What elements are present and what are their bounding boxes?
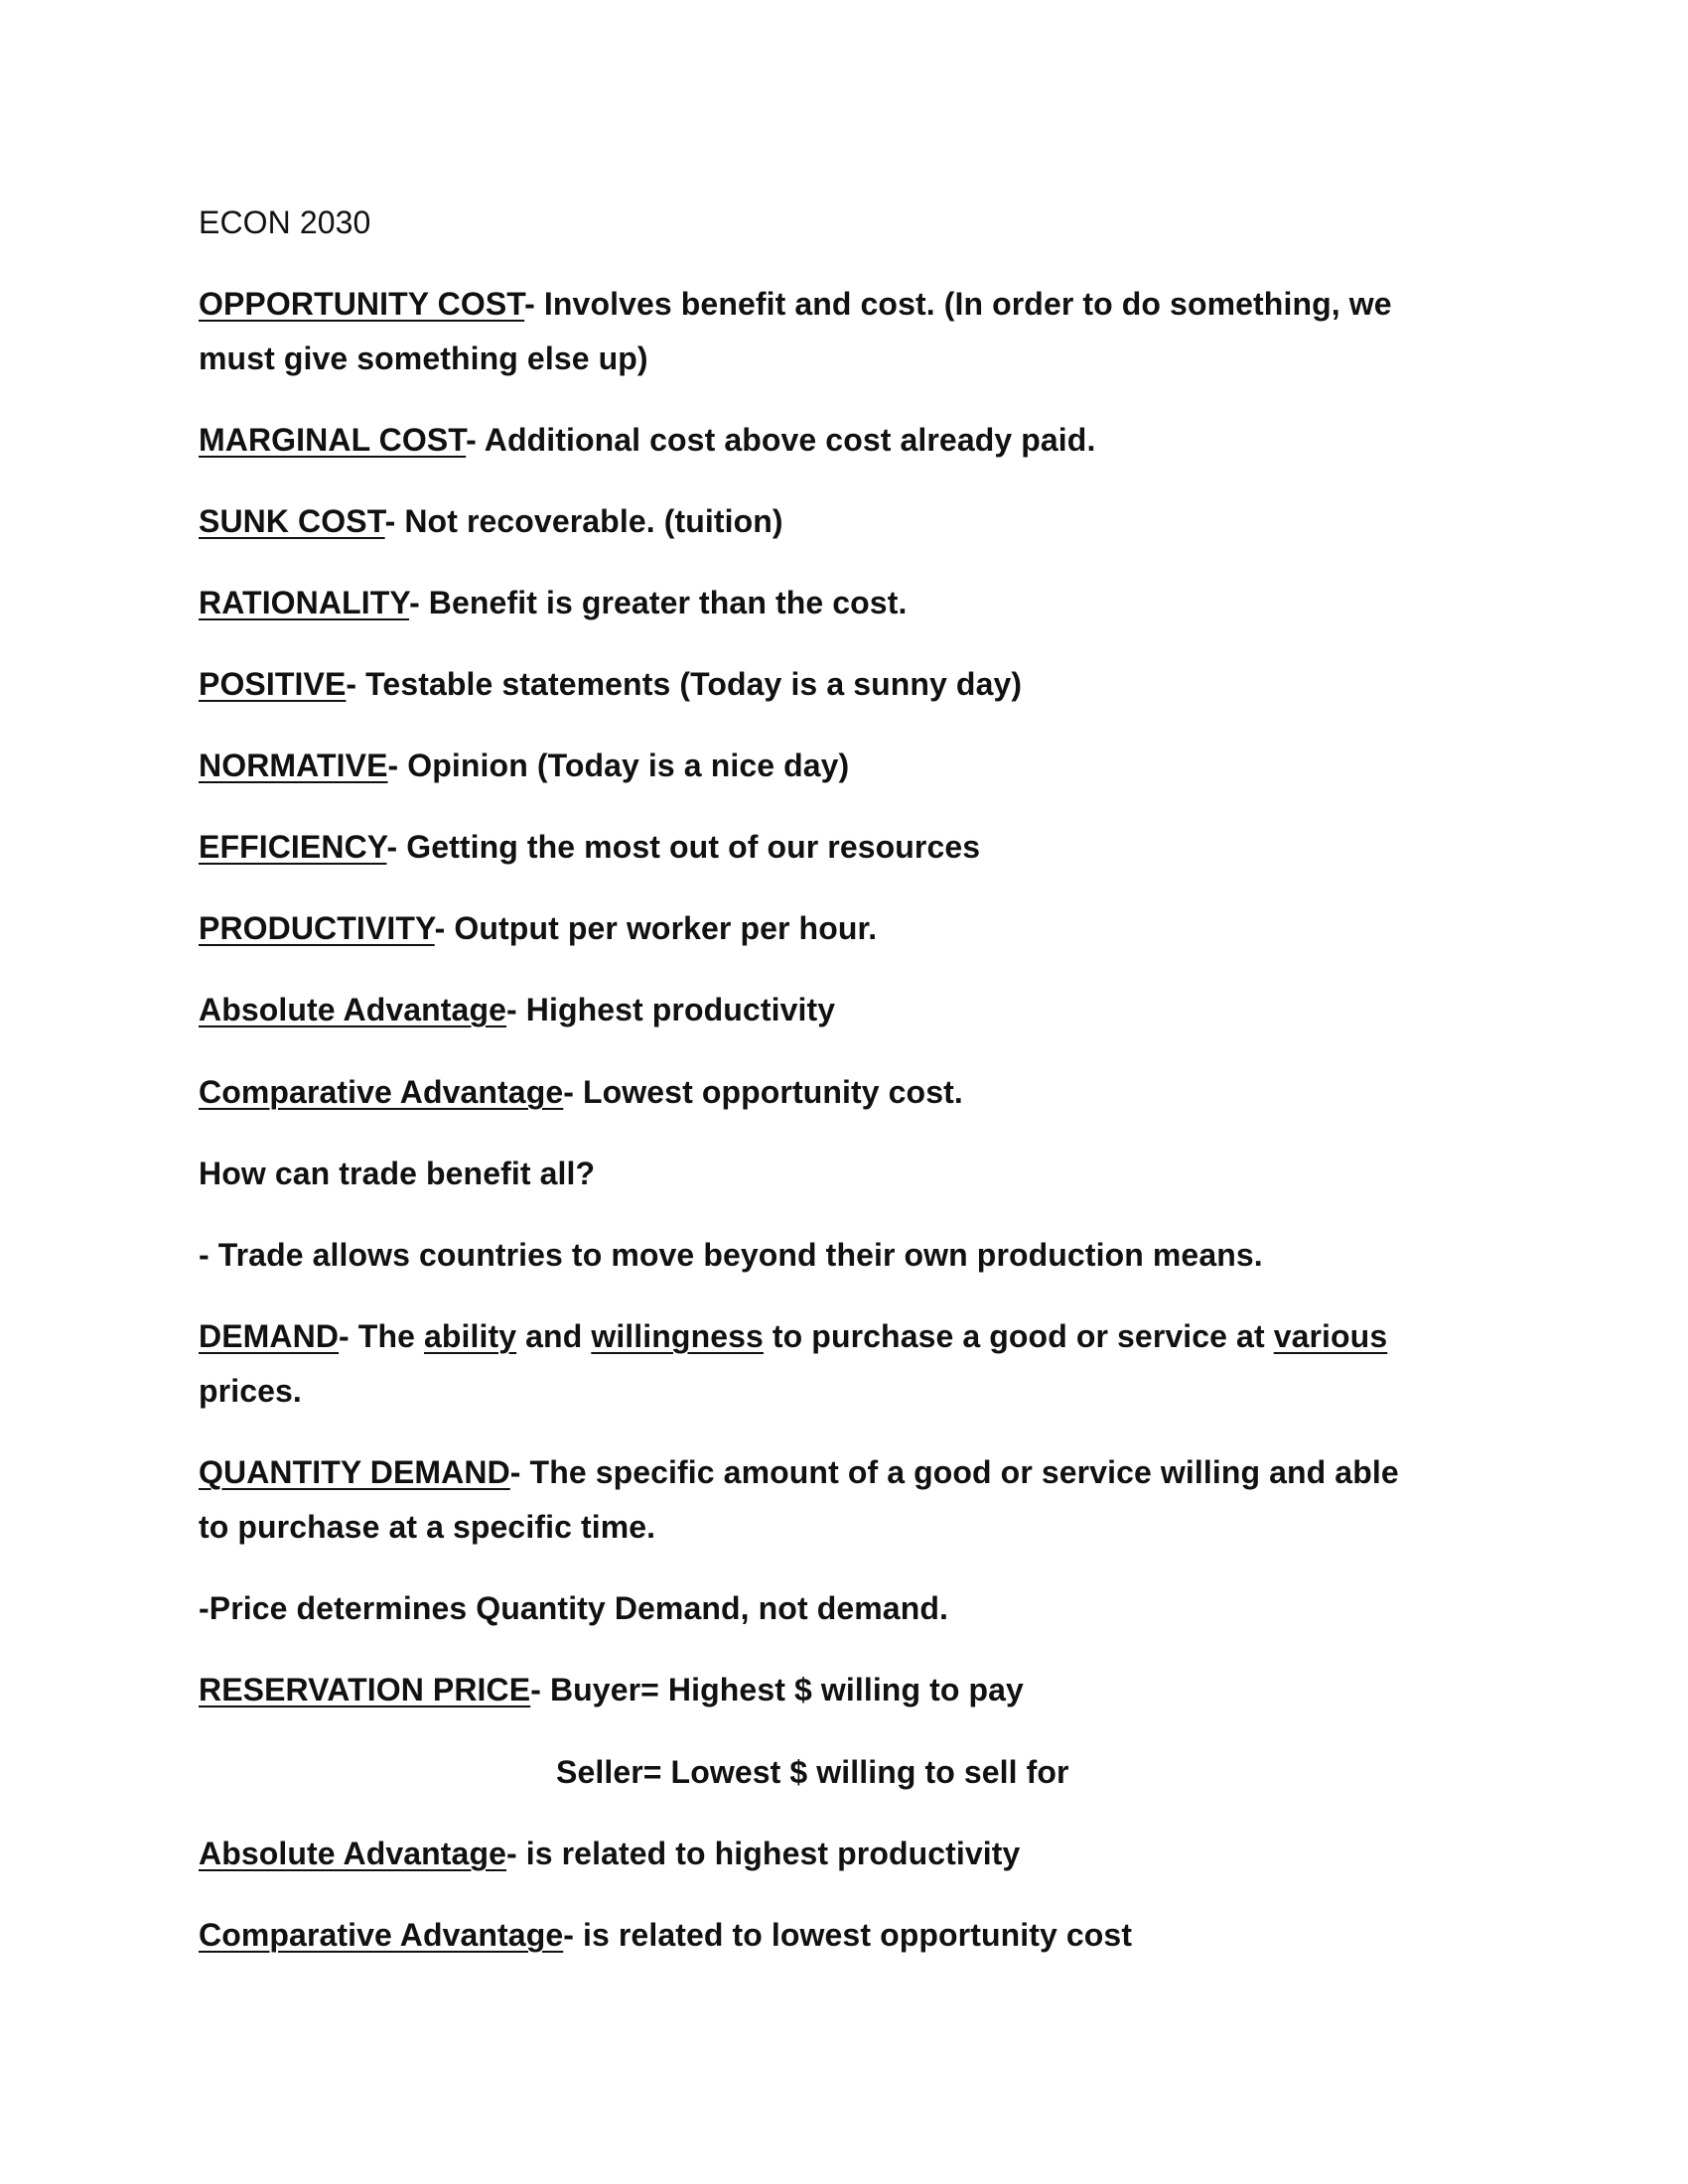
positive-entry xyxy=(199,664,1509,704)
definition-positive: - Testable statements (Today is a sunny day) xyxy=(346,666,1023,702)
underlined-various: various xyxy=(1273,1318,1388,1354)
definition-quantity-demand-2: to purchase at a specific time. xyxy=(199,1509,656,1545)
term-absolute-advantage-2: Absolute Advantage xyxy=(199,1836,506,1871)
price-note: -Price determines Quantity Demand, not demand. xyxy=(199,1590,948,1626)
term-marginal-cost: MARGINAL COST xyxy=(199,422,467,458)
definition-opportunity-cost-1: - Involves benefit and cost. (In order to do something, we xyxy=(524,286,1392,322)
definition-quantity-demand-1: - The specific amount of a good or service willing and able xyxy=(509,1454,1399,1490)
absolute-advantage-entry-1 xyxy=(199,990,1509,1029)
definition-rationality: - Benefit is greater than the cost. xyxy=(409,585,908,620)
term-comparative-advantage-2: Comparative Advantage xyxy=(199,1917,564,1953)
definition-opportunity-cost-2: must give something else up) xyxy=(199,341,648,376)
underlined-ability: ability xyxy=(423,1318,517,1354)
definition-demand-part1: - The xyxy=(339,1318,424,1354)
reservation-price-seller: Seller= Lowest $ willing to sell for xyxy=(556,1754,1069,1790)
definition-demand-line2: prices. xyxy=(199,1373,302,1409)
definition-absolute-advantage: - Highest productivity xyxy=(506,992,836,1027)
term-quantity-demand: QUANTITY DEMAND xyxy=(199,1454,510,1490)
definition-demand-part2: and xyxy=(516,1318,592,1354)
productivity-entry xyxy=(199,908,1509,948)
term-demand: DEMAND xyxy=(199,1318,340,1354)
term-positive: POSITIVE xyxy=(199,666,347,702)
reservation-price-entry xyxy=(199,1670,1509,1709)
normative-entry xyxy=(199,746,1509,785)
sunk-cost-entry xyxy=(199,501,1509,541)
definition-absolute-advantage-2: - is related to highest productivity xyxy=(506,1836,1021,1871)
definition-normative: - Opinion (Today is a nice day) xyxy=(387,748,850,783)
term-opportunity-cost: OPPORTUNITY COST xyxy=(199,286,525,322)
underlined-willingness: willingness xyxy=(591,1318,764,1354)
comparative-advantage-entry-1 xyxy=(199,1072,1509,1112)
absolute-advantage-entry-2 xyxy=(199,1834,1509,1873)
course-title: ECON 2030 xyxy=(199,205,371,240)
term-productivity: PRODUCTIVITY xyxy=(199,910,435,946)
definition-demand-part3: to purchase a good or service at xyxy=(763,1318,1274,1354)
term-absolute-advantage: Absolute Advantage xyxy=(199,992,506,1027)
trade-question: How can trade benefit all? xyxy=(199,1156,596,1191)
quantity-demand-entry xyxy=(199,1452,1509,1492)
term-efficiency: EFFICIENCY xyxy=(199,829,387,865)
term-sunk-cost: SUNK COST xyxy=(199,503,385,539)
comparative-advantage-entry-2 xyxy=(199,1915,1509,1955)
definition-sunk-cost: - Not recoverable. (tuition) xyxy=(384,503,783,539)
term-reservation-price: RESERVATION PRICE xyxy=(199,1672,531,1707)
reservation-price-buyer: - Buyer= Highest $ willing to pay xyxy=(530,1672,1024,1707)
definition-marginal-cost: - Additional cost above cost already paid. xyxy=(466,422,1096,458)
trade-answer: - Trade allows countries to move beyond their own production means. xyxy=(199,1237,1263,1273)
term-rationality: RATIONALITY xyxy=(199,585,410,620)
efficiency-entry xyxy=(199,827,1509,867)
term-normative: NORMATIVE xyxy=(199,748,388,783)
term-comparative-advantage: Comparative Advantage xyxy=(199,1074,564,1110)
definition-comparative-advantage: - Lowest opportunity cost. xyxy=(563,1074,963,1110)
definition-productivity: - Output per worker per hour. xyxy=(434,910,878,946)
rationality-entry xyxy=(199,583,1509,622)
demand-entry xyxy=(199,1316,1509,1356)
marginal-cost-entry xyxy=(199,420,1509,460)
definition-comparative-advantage-2: - is related to lowest opportunity cost xyxy=(563,1917,1133,1953)
definition-efficiency: - Getting the most out of our resources xyxy=(386,829,981,865)
opportunity-cost-entry xyxy=(199,284,1509,324)
